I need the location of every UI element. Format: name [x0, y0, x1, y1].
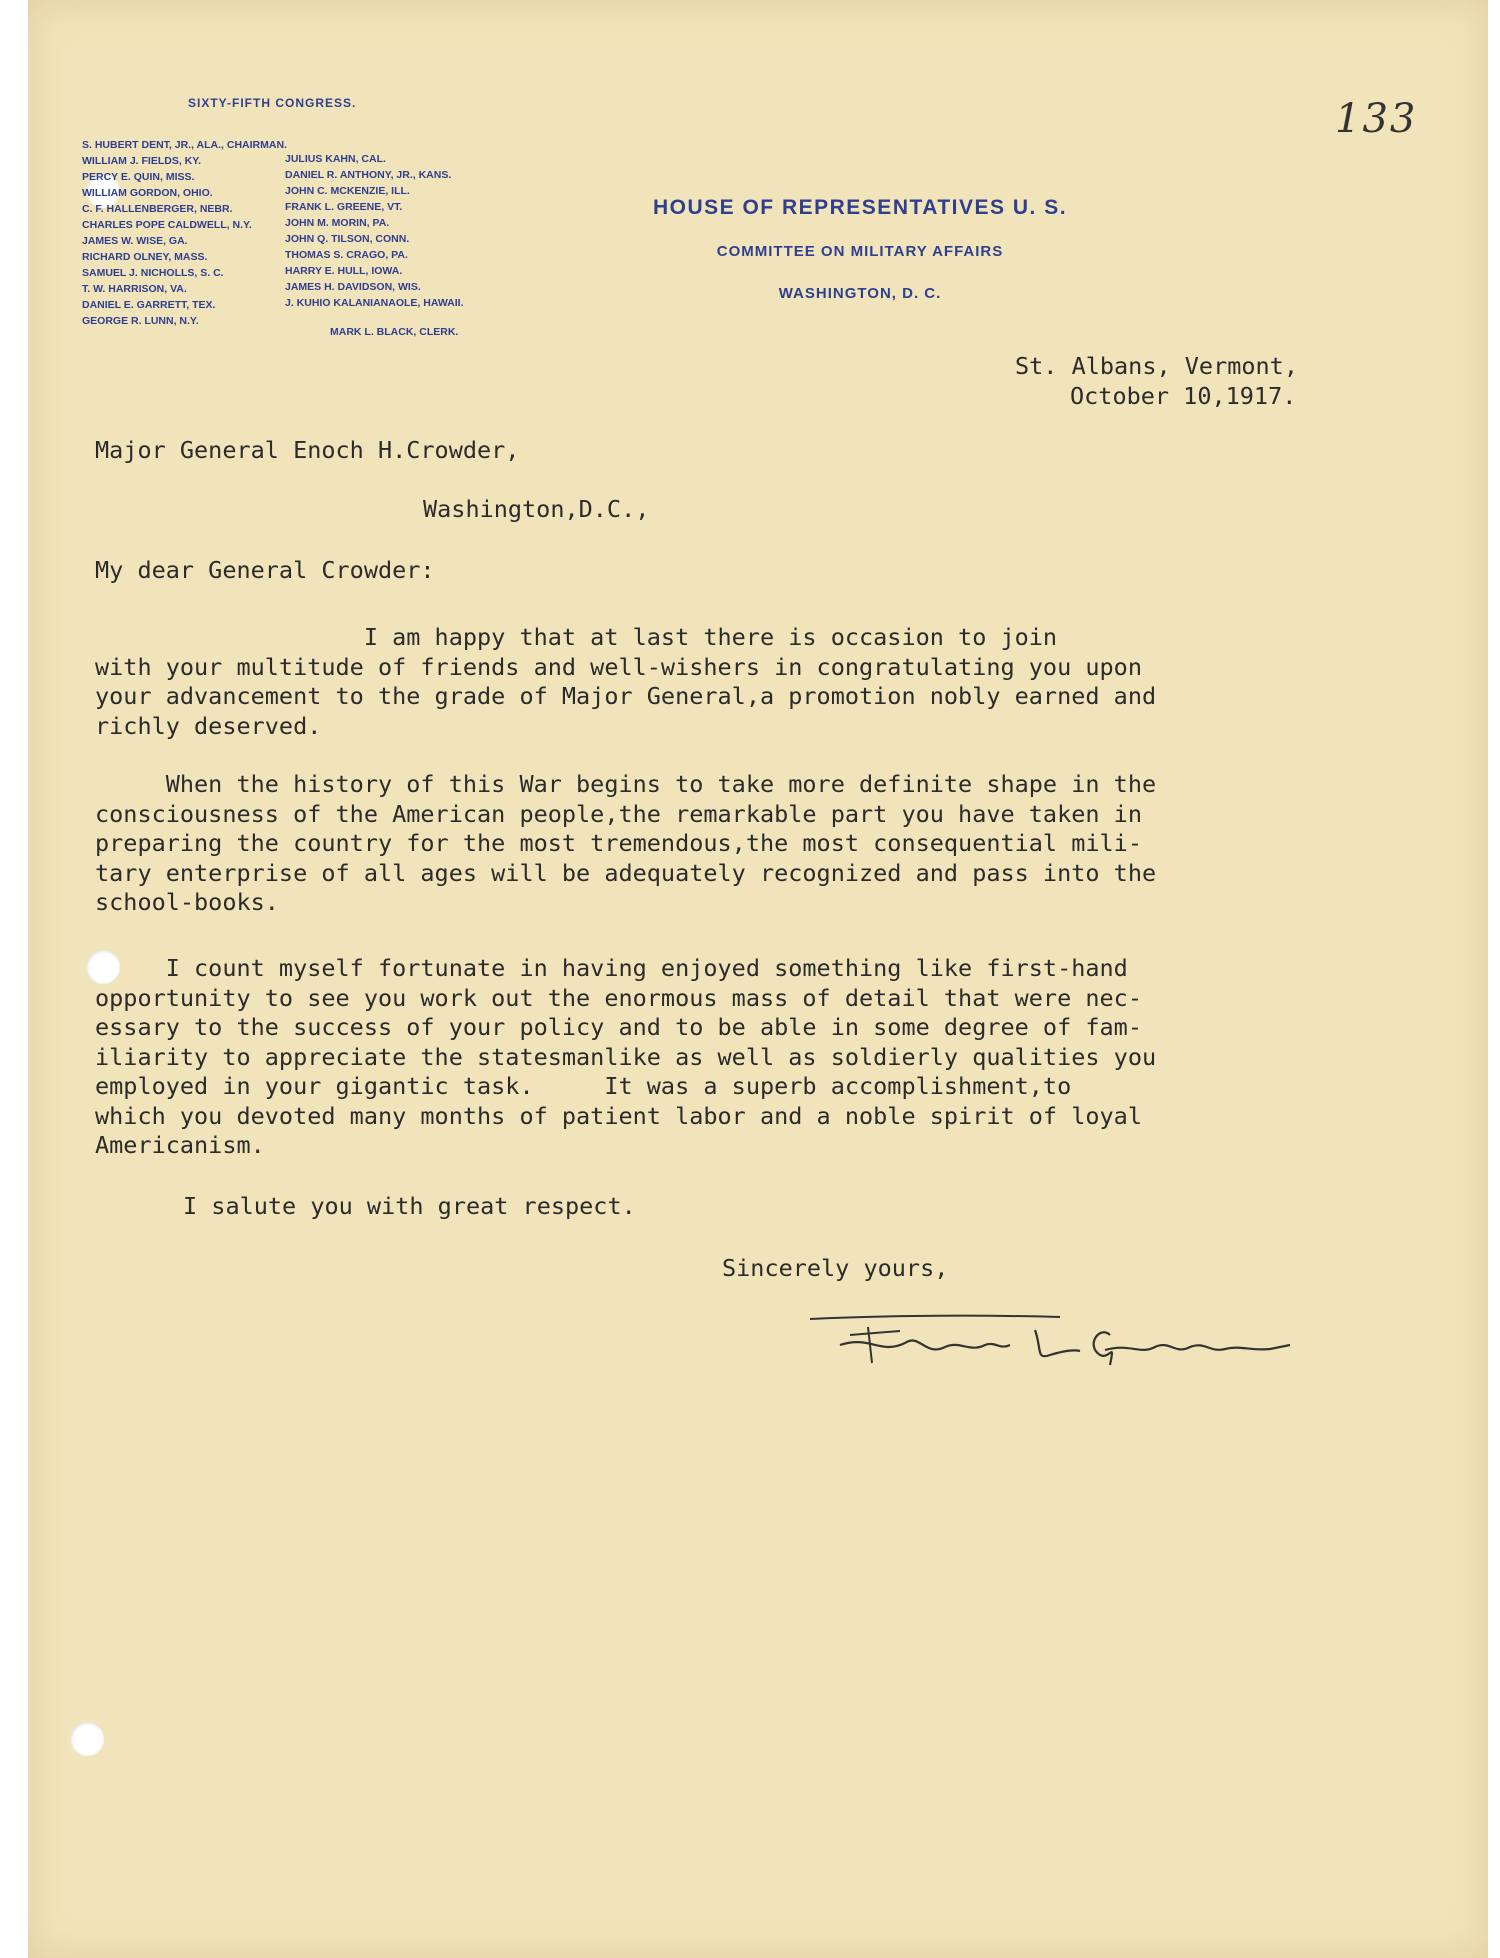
member-name: DANIEL R. ANTHONY, JR., KANS.: [285, 169, 452, 181]
letterhead-title: HOUSE OF REPRESENTATIVES U. S.: [652, 196, 1068, 219]
member-name: FRANK L. GREENE, VT.: [285, 201, 403, 213]
handwritten-page-number: 133: [1335, 96, 1418, 142]
sender-location: St. Albans, Vermont,: [1015, 352, 1298, 380]
signature-svg: [810, 1305, 1310, 1375]
salutation: My dear General Crowder:: [95, 556, 435, 584]
body-paragraph-1: I am happy that at last there is occasion to join with your multitude of friends and well-wishers in congratulating you upon your advancement to the grade of Major General,a promotion nobly earned and richly deserved.: [95, 623, 1157, 740]
member-name: THOMAS S. CRAGO, PA.: [285, 249, 408, 261]
addressee-name: Major General Enoch H.Crowder,: [95, 436, 520, 464]
member-name: DANIEL E. GARRETT, TEX.: [82, 299, 216, 311]
body-paragraph-2: When the history of this War begins to take more definite shape in the consciousness of the American people,the remarkable part you have taken in preparing the country for the most tremendous,the most consequential mili- tary enterprise of all ages will be adequately recognized and pass into the school-books.: [95, 770, 1157, 916]
member-name: T. W. HARRISON, VA.: [82, 283, 187, 295]
member-name: WILLIAM GORDON, OHIO.: [82, 187, 213, 199]
addressee-city: Washington,D.C.,: [423, 495, 650, 523]
member-name: JULIUS KAHN, CAL.: [285, 153, 386, 165]
committee-members-right: [285, 151, 464, 311]
committee-members-left: [82, 137, 287, 329]
punch-hole: [70, 1722, 104, 1756]
body-paragraph-4: I salute you with great respect.: [183, 1192, 636, 1220]
member-name: PERCY E. QUIN, MISS.: [82, 171, 195, 183]
member-name: J. KUHIO KALANIANAOLE, HAWAII.: [285, 297, 464, 309]
member-name: JAMES W. WISE, GA.: [82, 235, 188, 247]
member-name: JOHN M. MORIN, PA.: [285, 217, 390, 229]
member-name: CHARLES POPE CALDWELL, N.Y.: [82, 219, 252, 231]
member-name: C. F. HALLENBERGER, NEBR.: [82, 203, 233, 215]
member-name: S. HUBERT DENT, JR., ALA., CHAIRMAN.: [82, 139, 287, 151]
member-name: RICHARD OLNEY, MASS.: [82, 251, 208, 263]
member-name: GEORGE R. LUNN, N.Y.: [82, 315, 199, 327]
congress-heading: SIXTY-FIFTH CONGRESS.: [188, 96, 357, 110]
member-name: SAMUEL J. NICHOLLS, S. C.: [82, 267, 224, 279]
committee-name: COMMITTEE ON MILITARY AFFAIRS: [716, 243, 1004, 260]
closing: Sincerely yours,: [722, 1254, 949, 1282]
member-name: HARRY E. HULL, IOWA.: [285, 265, 403, 277]
letter-date: October 10,1917.: [1070, 382, 1297, 410]
member-name: JAMES H. DAVIDSON, WIS.: [285, 281, 421, 293]
body-paragraph-3: I count myself fortunate in having enjoyed something like first-hand opportunity to see you work out the enormous mass of detail that were nec- essary to the success of your policy and to be able in some degree of fam- iliarity to appreciate the statesmanlike as well as soldierly qualities you employed in your gigantic task. It was a superb accomplishment,to which you devoted many months of patient labor and a noble spirit of loyal Americanism.: [95, 954, 1157, 1159]
member-name: JOHN Q. TILSON, CONN.: [285, 233, 410, 245]
member-name: JOHN C. MCKENZIE, ILL.: [285, 185, 410, 197]
letterhead-city: WASHINGTON, D. C.: [778, 285, 942, 302]
clerk-name: MARK L. BLACK, CLERK.: [330, 326, 459, 338]
handwritten-signature: [810, 1305, 1310, 1380]
member-name: WILLIAM J. FIELDS, KY.: [82, 155, 202, 167]
